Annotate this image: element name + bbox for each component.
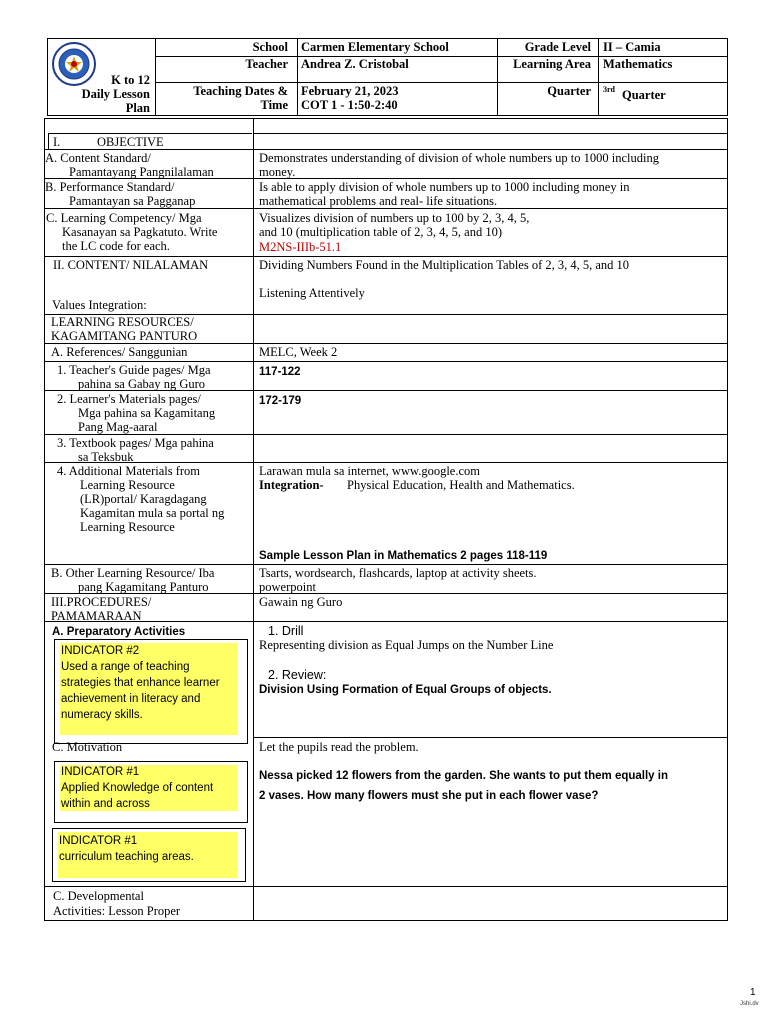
competency-label-2: Kasanayan sa Pagkatuto. Write [62, 225, 218, 239]
competency-code: M2NS-IIIb-51.1 [259, 240, 342, 254]
other-resources-value-1: Tsarts, wordsearch, flashcards, laptop at activity sheets. [259, 566, 537, 580]
teacher-label: Teacher [245, 57, 288, 71]
content-standard-value-1: Demonstrates understanding of division of whole numbers up to 1000 including [259, 151, 659, 165]
procedures-label-1: III.PROCEDURES/ [51, 595, 152, 609]
content-standard-label-2: Pamantayang Pangnilalaman [69, 165, 214, 179]
procedures-label-2: PAMAMARAAN [51, 609, 142, 623]
indicator-2-box [54, 639, 248, 744]
competency-label-1: C. Learning Competency/ Mga [46, 211, 202, 225]
dates-value-2: COT 1 - 1:50-2:40 [301, 98, 398, 112]
school-label: School [252, 40, 288, 54]
competency-value-1: Visualizes division of numbers up to 100 by 2, 3, 4, 5, [259, 211, 530, 225]
quarter-sup: 3rd [603, 85, 615, 94]
references-value: MELC, Week 2 [259, 345, 338, 359]
indicator-2-title: INDICATOR #2 [61, 645, 140, 657]
objective-heading-num: I. [53, 135, 61, 149]
textbook-label-1: 3. Textbook pages/ Mga pahina [57, 436, 214, 450]
performance-standard-label-2: Pamantayan sa Pagganap [69, 194, 196, 208]
additional-materials-label-4: Kagamitan mula sa portal ng [80, 506, 225, 520]
preparatory-activities-label: A. Preparatory Activities [52, 626, 186, 638]
indicator-1b-title: INDICATOR #1 [59, 835, 138, 847]
values-integration-label: Values Integration: [52, 298, 147, 312]
learners-materials-label-1: 2. Learner's Materials pages/ [57, 392, 201, 406]
grade-value: II – Camia [603, 40, 661, 54]
area-value: Mathematics [603, 57, 673, 71]
area-label: Learning Area [513, 57, 591, 71]
dates-label-2: Time [260, 98, 288, 112]
dlp-title-line2: Daily Lesson [81, 87, 150, 101]
drill-value: Representing division as Equal Jumps on the Number Line [259, 638, 554, 652]
procedures-value: Gawain ng Guro [259, 595, 343, 609]
other-resources-label-2: pang Kagamitang Panturo [78, 580, 209, 594]
problem-line-2: 2 vases. How many flowers must she put in each flower vase? [259, 790, 599, 802]
indicator-2-text-1: Used a range of teaching [61, 661, 190, 673]
content-label: II. CONTENT/ NILALAMAN [53, 258, 209, 272]
teachers-guide-label-1: 1. Teacher's Guide pages/ Mga [57, 363, 211, 377]
watermark-text: Jshi.dv [740, 1001, 759, 1007]
references-label: A. References/ Sanggunian [51, 345, 188, 359]
indicator-1a-text-2: within and across [61, 798, 150, 810]
additional-materials-label-2: Learning Resource [80, 478, 175, 492]
problem-line-1: Nessa picked 12 flowers from the garden. She wants to put them equally in [259, 770, 668, 782]
performance-standard-value-2: mathematical problems and real- life situations. [259, 194, 498, 208]
drill-label: 1. Drill [268, 624, 304, 638]
resources-label-2: KAGAMITANG PANTURO [51, 329, 198, 343]
other-resources-value-2: powerpoint [259, 580, 316, 594]
integration-value: Physical Education, Health and Mathematics. [347, 478, 575, 492]
quarter-value: Quarter [622, 88, 666, 102]
additional-materials-label-3: (LR)portal/ Karagdagang [80, 492, 207, 506]
indicator-2-text-3: achievement in literacy and [61, 693, 201, 705]
quarter-label: Quarter [547, 84, 591, 98]
textbook-label-2: sa Teksbuk [78, 450, 134, 464]
grade-label: Grade Level [524, 40, 591, 54]
performance-standard-value-1: Is able to apply division of whole numbers up to 1000 including money in [259, 180, 630, 194]
review-value: Division Using Formation of Equal Groups of objects. [259, 684, 552, 696]
sample-lesson-plan: Sample Lesson Plan in Mathematics 2 pages 118-119 [259, 550, 548, 562]
additional-materials-label-1: 4. Additional Materials from [57, 464, 201, 478]
learners-materials-label-2: Mga pahina sa Kagamitang [78, 406, 216, 420]
motivation-label: C. Motivation [52, 740, 123, 754]
other-resources-label-1: B. Other Learning Resource/ Iba [51, 566, 215, 580]
content-value-2: Listening Attentively [259, 286, 365, 300]
indicator-1a-title: INDICATOR #1 [61, 766, 140, 778]
learners-materials-label-3: Pang Mag-aaral [78, 420, 158, 434]
dates-label-1: Teaching Dates & [193, 84, 288, 98]
indicator-2-text-4: numeracy skills. [61, 709, 143, 721]
teachers-guide-value: 117-122 [259, 366, 301, 378]
indicator-1b-box [52, 828, 246, 882]
content-standard-value-2: money. [259, 165, 296, 179]
motivation-value: Let the pupils read the problem. [259, 740, 419, 754]
indicator-1a-text-1: Applied Knowledge of content [61, 782, 214, 794]
dates-value-1: February 21, 2023 [301, 84, 399, 98]
resources-label-1: LEARNING RESOURCES/ [51, 315, 194, 329]
performance-standard-label-1: B. Performance Standard/ [45, 180, 175, 194]
indicator-1a-box [54, 761, 248, 823]
integration-label: Integration- [259, 478, 324, 492]
developmental-label-1: C. Developmental [53, 889, 144, 903]
school-value: Carmen Elementary School [301, 40, 449, 54]
teachers-guide-label-2: pahina sa Gabay ng Guro [78, 377, 206, 391]
indicator-2-text-2: strategies that enhance learner [61, 677, 220, 689]
developmental-label-2: Activities: Lesson Proper [53, 904, 181, 918]
competency-label-3: the LC code for each. [62, 239, 170, 253]
competency-value-2: and 10 (multiplication table of 2, 3, 4, 5, and 10) [259, 225, 503, 239]
content-standard-label-1: A. Content Standard/ [45, 151, 151, 165]
page-number: 1 [750, 987, 756, 998]
indicator-1b-text-1: curriculum teaching areas. [59, 851, 194, 863]
additional-materials-label-5: Learning Resource [80, 520, 175, 534]
dlp-title-line3: Plan [125, 101, 150, 115]
teacher-value: Andrea Z. Cristobal [301, 57, 409, 71]
review-label: 2. Review: [268, 668, 327, 682]
content-value-1: Dividing Numbers Found in the Multiplication Tables of 2, 3, 4, 5, and 10 [259, 258, 630, 272]
objective-heading: OBJECTIVE [97, 135, 164, 149]
additional-materials-value-1: Larawan mula sa internet, www.google.com [259, 464, 480, 478]
dlp-title-line1: K to 12 [111, 73, 150, 87]
learners-materials-value: 172-179 [259, 395, 302, 407]
